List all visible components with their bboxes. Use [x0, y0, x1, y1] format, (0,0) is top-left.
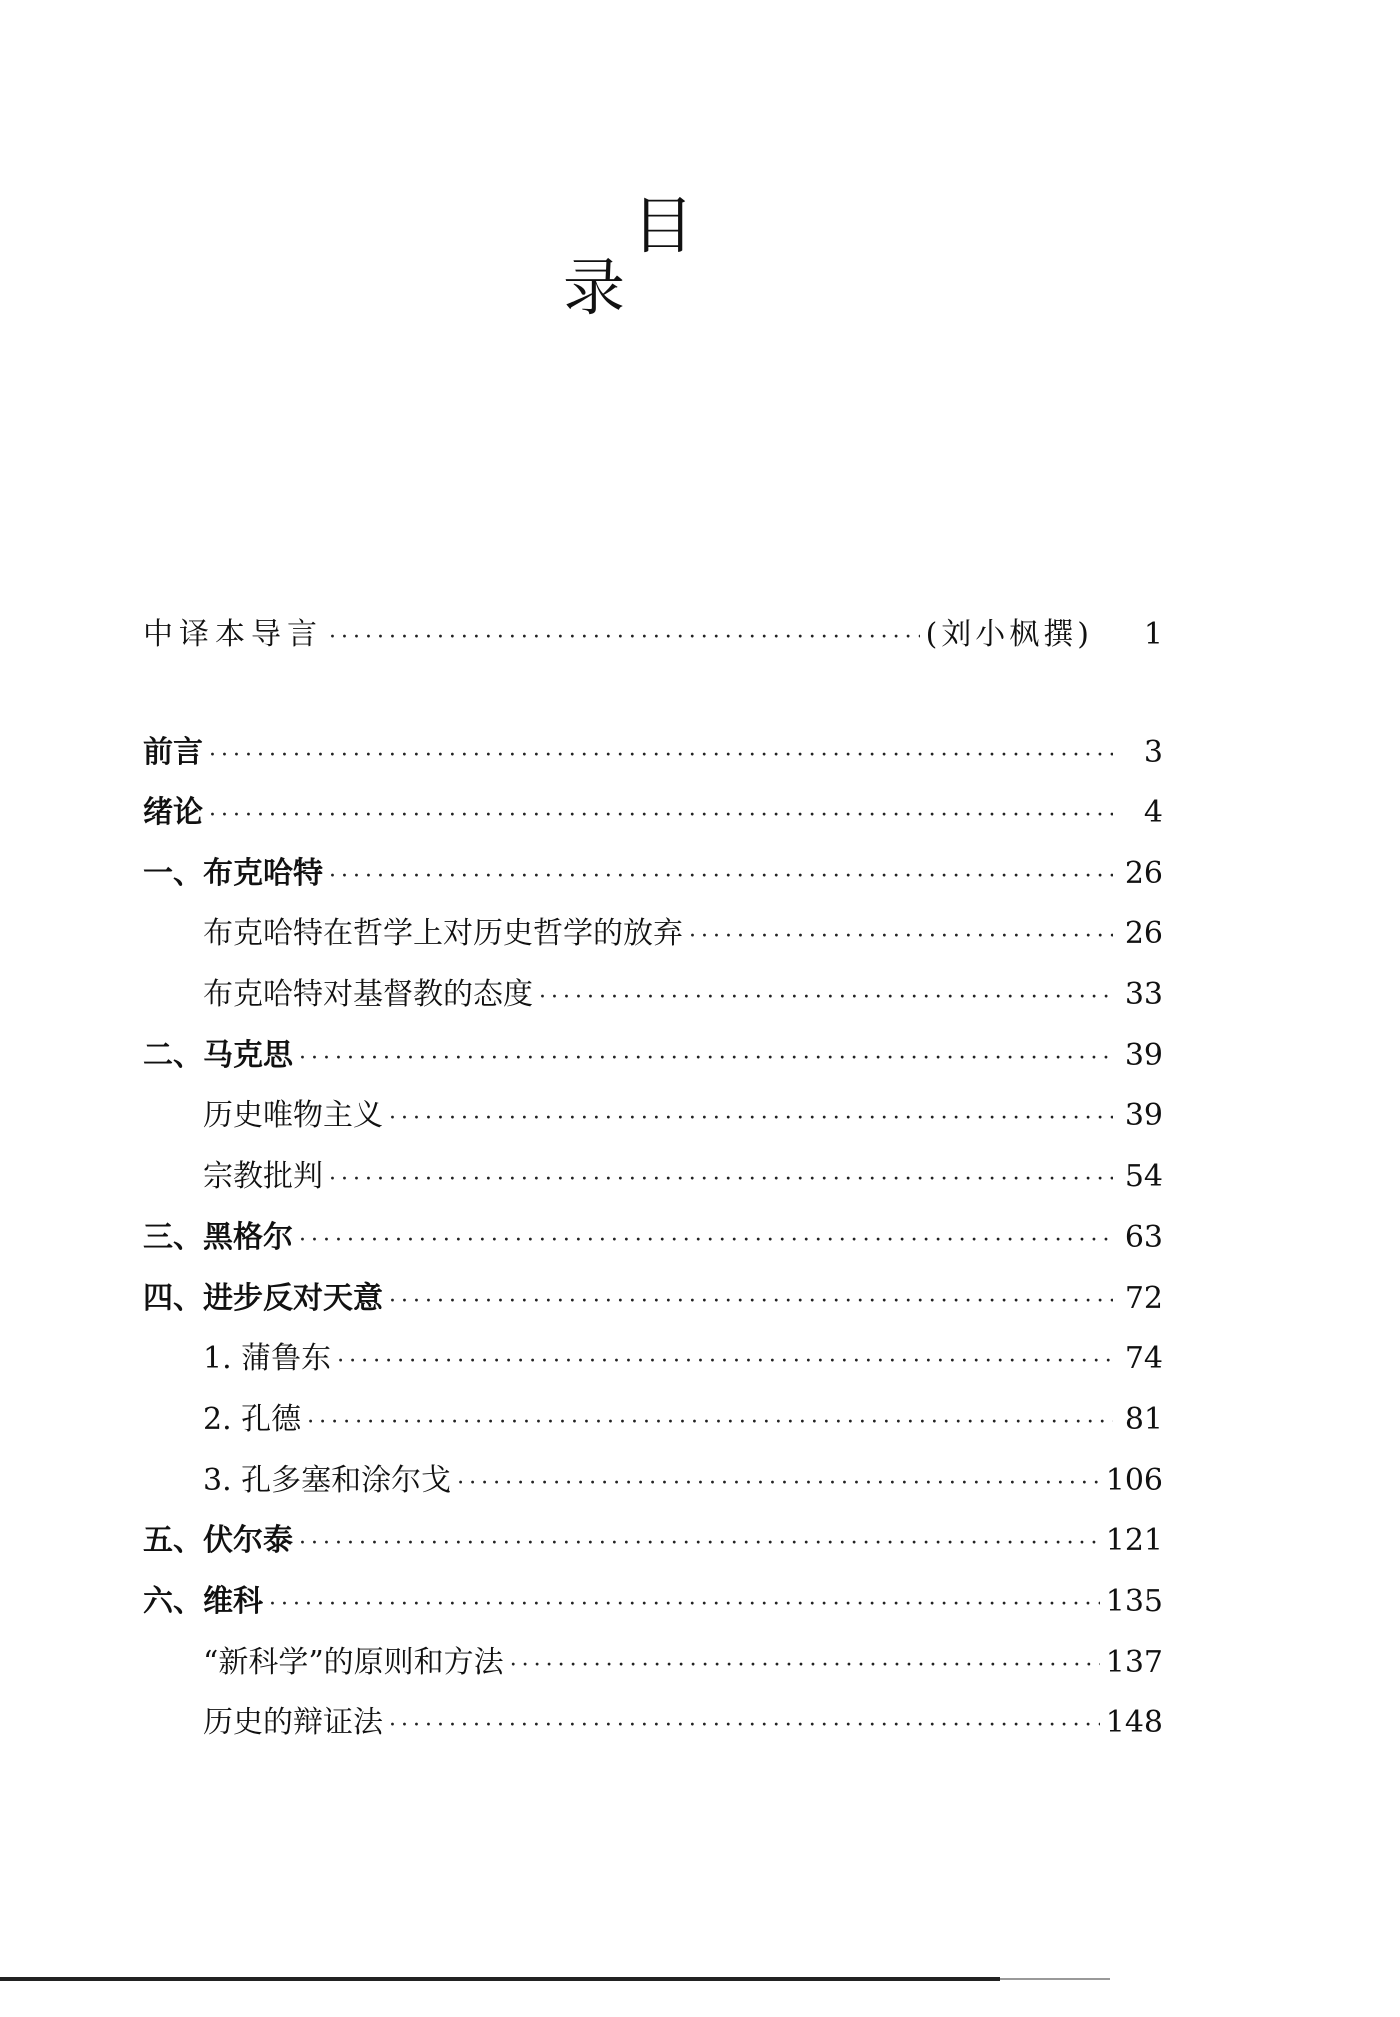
toc-entry-page: 135 — [1105, 1584, 1163, 1619]
toc-entry-section[interactable] — [203, 1703, 1163, 1743]
bottom-rule — [0, 1977, 1000, 1981]
toc-entry-page: 4 — [1143, 795, 1163, 830]
toc-entry-section[interactable] — [203, 1461, 1163, 1501]
toc-entry-page: 1 — [1143, 617, 1163, 652]
toc-entry-section[interactable] — [203, 1096, 1163, 1136]
bottom-rule-faint — [1000, 1978, 1110, 1980]
toc-entry-label: 历史唯物主义 — [203, 1098, 383, 1133]
toc-leader-dots — [329, 1160, 1113, 1200]
toc-leader-dots — [389, 1706, 1100, 1746]
toc-entry-page: 121 — [1105, 1523, 1163, 1558]
toc-entry-section[interactable] — [203, 914, 1163, 954]
toc-entry-page: 148 — [1105, 1705, 1163, 1740]
toc-entry-section[interactable] — [203, 975, 1163, 1015]
toc-leader-dots — [689, 917, 1113, 957]
toc-entry-page: 106 — [1105, 1463, 1163, 1498]
toc-entry-page: 54 — [1124, 1159, 1163, 1194]
toc-entry-label: 五、伏尔泰 — [143, 1523, 293, 1558]
toc-entry-page: 39 — [1124, 1038, 1163, 1073]
toc-entry-section[interactable] — [203, 1339, 1163, 1379]
toc-entry-label: 1. 蒲鲁东 — [203, 1341, 332, 1376]
toc-leader-dots — [209, 736, 1113, 776]
toc-leader-dots — [299, 1524, 1100, 1564]
toc-entry-author: (刘小枫撰) — [925, 617, 1093, 652]
toc-entry-page: 63 — [1124, 1220, 1163, 1255]
toc-leader-dots — [299, 1039, 1113, 1079]
toc-entry-page: 137 — [1105, 1645, 1163, 1680]
toc-entry-chapter-1[interactable] — [143, 854, 1163, 894]
toc-entry-section[interactable] — [203, 1643, 1163, 1683]
toc-entry-label: 2. 孔德 — [203, 1402, 302, 1437]
toc-leader-dots — [389, 1099, 1113, 1139]
toc-entry-label: 绪论 — [143, 795, 203, 830]
toc-entry-page: 74 — [1124, 1341, 1163, 1376]
toc-leader-dots — [337, 1342, 1113, 1382]
toc-leader-dots — [539, 978, 1113, 1018]
toc-entry-label: 三、黑格尔 — [143, 1220, 293, 1255]
toc-leader-dots — [329, 857, 1113, 897]
toc-entry-chapter-6[interactable] — [143, 1582, 1163, 1622]
toc-leader-dots — [269, 1585, 1100, 1625]
page-title: 目 录 — [562, 189, 981, 324]
toc-entry-chapter-4[interactable] — [143, 1279, 1163, 1319]
toc-entry-label: 3. 孔多塞和涂尔戈 — [203, 1463, 452, 1498]
toc-entry-preface[interactable] — [143, 733, 1163, 773]
toc-entry-page: 26 — [1124, 856, 1163, 891]
toc-entry-label: 布克哈特在哲学上对历史哲学的放弃 — [203, 916, 683, 951]
toc-leader-dots — [329, 618, 920, 658]
toc-entry-label: 前言 — [143, 735, 203, 770]
toc-entry-label: 四、进步反对天意 — [143, 1281, 383, 1316]
toc-entry-label: 布克哈特对基督教的态度 — [203, 977, 533, 1012]
toc-entry-page: 72 — [1124, 1281, 1163, 1316]
toc-entry-page: 81 — [1124, 1402, 1163, 1437]
toc-entry-chapter-5[interactable] — [143, 1521, 1163, 1561]
toc-entry-page: 26 — [1124, 916, 1163, 951]
toc-entry-page: 33 — [1124, 977, 1163, 1012]
toc-leader-dots — [299, 1221, 1113, 1261]
toc-leader-dots — [457, 1464, 1100, 1504]
toc-entry-label: “新科学”的原则和方法 — [203, 1645, 504, 1680]
toc-leader-dots — [510, 1646, 1100, 1686]
toc-entry-label: 中译本导言 — [143, 617, 323, 652]
toc-entry-label: 历史的辩证法 — [203, 1705, 383, 1740]
toc-entry-label: 二、马克思 — [143, 1038, 293, 1073]
toc-leader-dots — [209, 796, 1113, 836]
toc-entry-introduction[interactable] — [143, 793, 1163, 833]
toc-entry-label: 一、布克哈特 — [143, 856, 323, 891]
toc-entry-intro[interactable] — [143, 615, 1163, 655]
toc-entry-label: 宗教批判 — [203, 1159, 323, 1194]
toc-entry-section[interactable] — [203, 1157, 1163, 1197]
toc-leader-dots — [307, 1403, 1113, 1443]
toc-leader-dots — [389, 1282, 1113, 1322]
toc-entry-label: 六、维科 — [143, 1584, 263, 1619]
toc-entry-chapter-3[interactable] — [143, 1218, 1163, 1258]
toc-entry-section[interactable] — [203, 1400, 1163, 1440]
toc-entry-chapter-2[interactable] — [143, 1036, 1163, 1076]
toc-entry-page: 3 — [1143, 735, 1163, 770]
toc-entry-page: 39 — [1124, 1098, 1163, 1133]
